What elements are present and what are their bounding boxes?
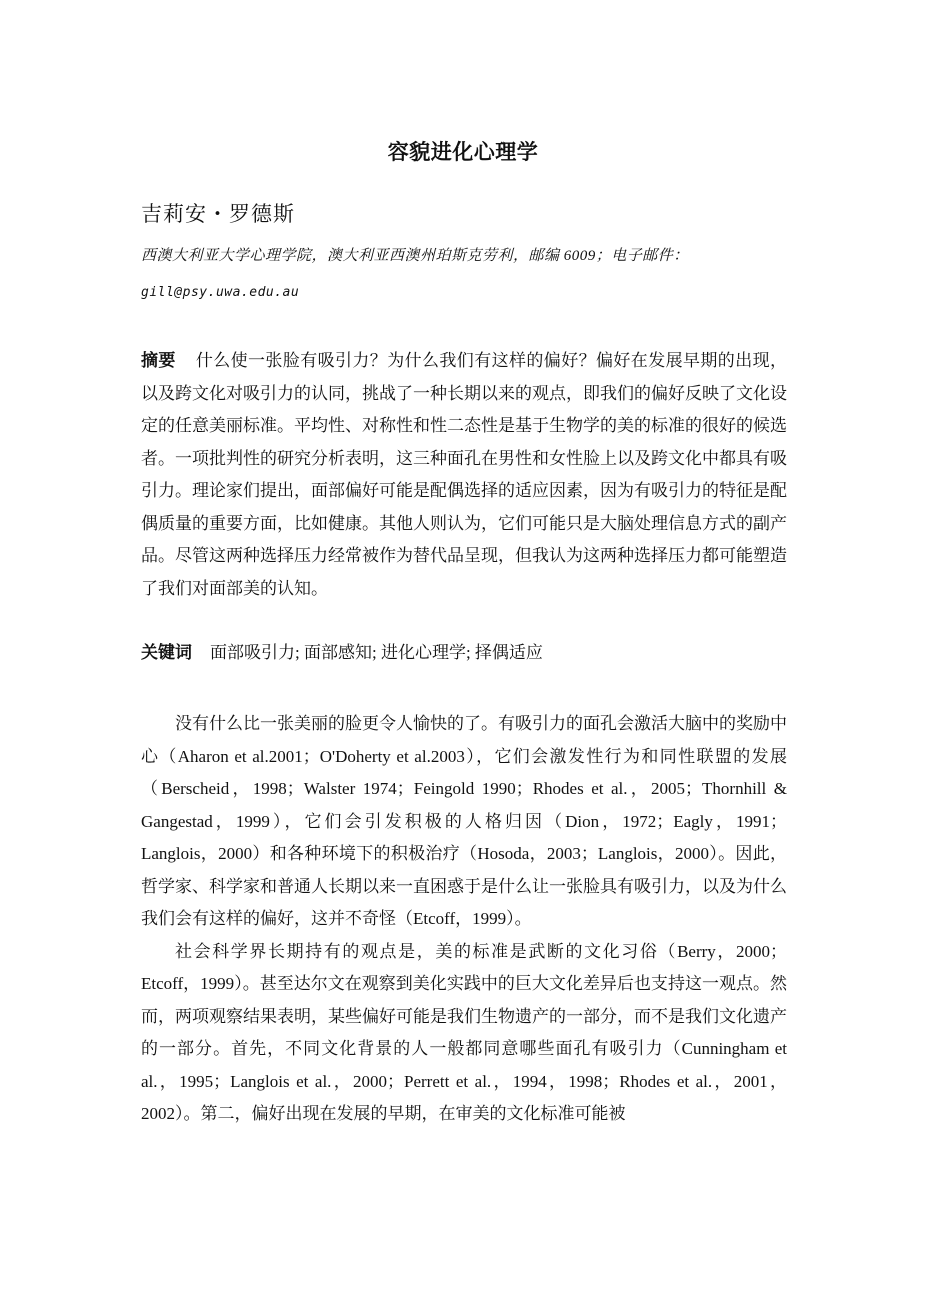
keywords-label: 关键词	[141, 643, 192, 663]
abstract-label: 摘要	[141, 351, 176, 371]
abstract-text: 什么使一张脸有吸引力？为什么我们有这样的偏好？偏好在发展早期的出现，以及跨文化对吸引力的认同，挑战了一种长期以来的观点，即我们的偏好反映了文化设定的任意美丽标准。平均性、对称性和性二态性是基于生物学的美的标准的很好的候选者。一项批判性的研究分析表明，这三种面孔在男性和女性脸上以及跨文化中都具有吸引力。理论家们提出，面部偏好可能是配偶选择的适应因素，因为有吸引力的特征是配偶质量的重要方面，比如健康。其他人则认为，它们可能只是大脑处理信息方式的副产品。尽管这两种选择压力经常被作为替代品呈现，但我认为这两种选择压力都可能塑造了我们对面部美的认知。	[141, 351, 788, 598]
main-text	[141, 708, 787, 1131]
affiliation-text: 西澳大利亚大学心理学院，澳大利亚西澳州珀斯克劳利，邮编 6009；电子邮件：	[141, 248, 689, 264]
keywords	[141, 637, 787, 670]
body-paragraph-1: 没有什么比一张美丽的脸更令人愉快的了。有吸引力的面孔会激活大脑中的奖励中心（Aharon et al.2001；O'Doherty et al.2003），它们会激发性行为和同性联盟的发展（Berscheid，1998；Walster 1974；Feingold 1990；Rhodes et al.，2005；Thornhill & Gangestad，1999），它们会引发积极的人格归因（Dion，1972；Eagly，1991；Langlois，2000）和各种环境下的积极治疗（Hosoda，2003；Langlois，2000）。因此，哲学家、科学家和普通人长期以来一直困惑于是什么让一张脸具有吸引力，以及为什么我们会有这样的偏好，这并不奇怪（Etcoff，1999）。	[141, 714, 787, 928]
author-name: 吉莉安・罗德斯	[141, 202, 295, 226]
keywords-text: 面部吸引力; 面部感知; 进化心理学; 择偶适应	[210, 643, 543, 662]
author-affiliation	[141, 238, 791, 311]
paper-title: 容貌进化心理学	[387, 140, 539, 164]
author-email: gill@psy.uwa.edu.au	[141, 285, 300, 300]
abstract	[141, 345, 787, 605]
body-paragraph-2: 社会科学界长期持有的观点是，美的标准是武断的文化习俗（Berry，2000；Etcoff，1999）。甚至达尔文在观察到美化实践中的巨大文化差异后也支持这一观点。然而，两项观察结果表明，某些偏好可能是我们生物遗产的一部分，而不是我们文化遗产的一部分。首先，不同文化背景的人一般都同意哪些面孔有吸引力（Cunningham et al.，1995；Langlois et al.，2000；Perrett et al.，1994，1998；Rhodes et al.，2001，2002）。第二，偏好出现在发展的早期，在审美的文化标准可能被	[141, 941, 787, 1123]
